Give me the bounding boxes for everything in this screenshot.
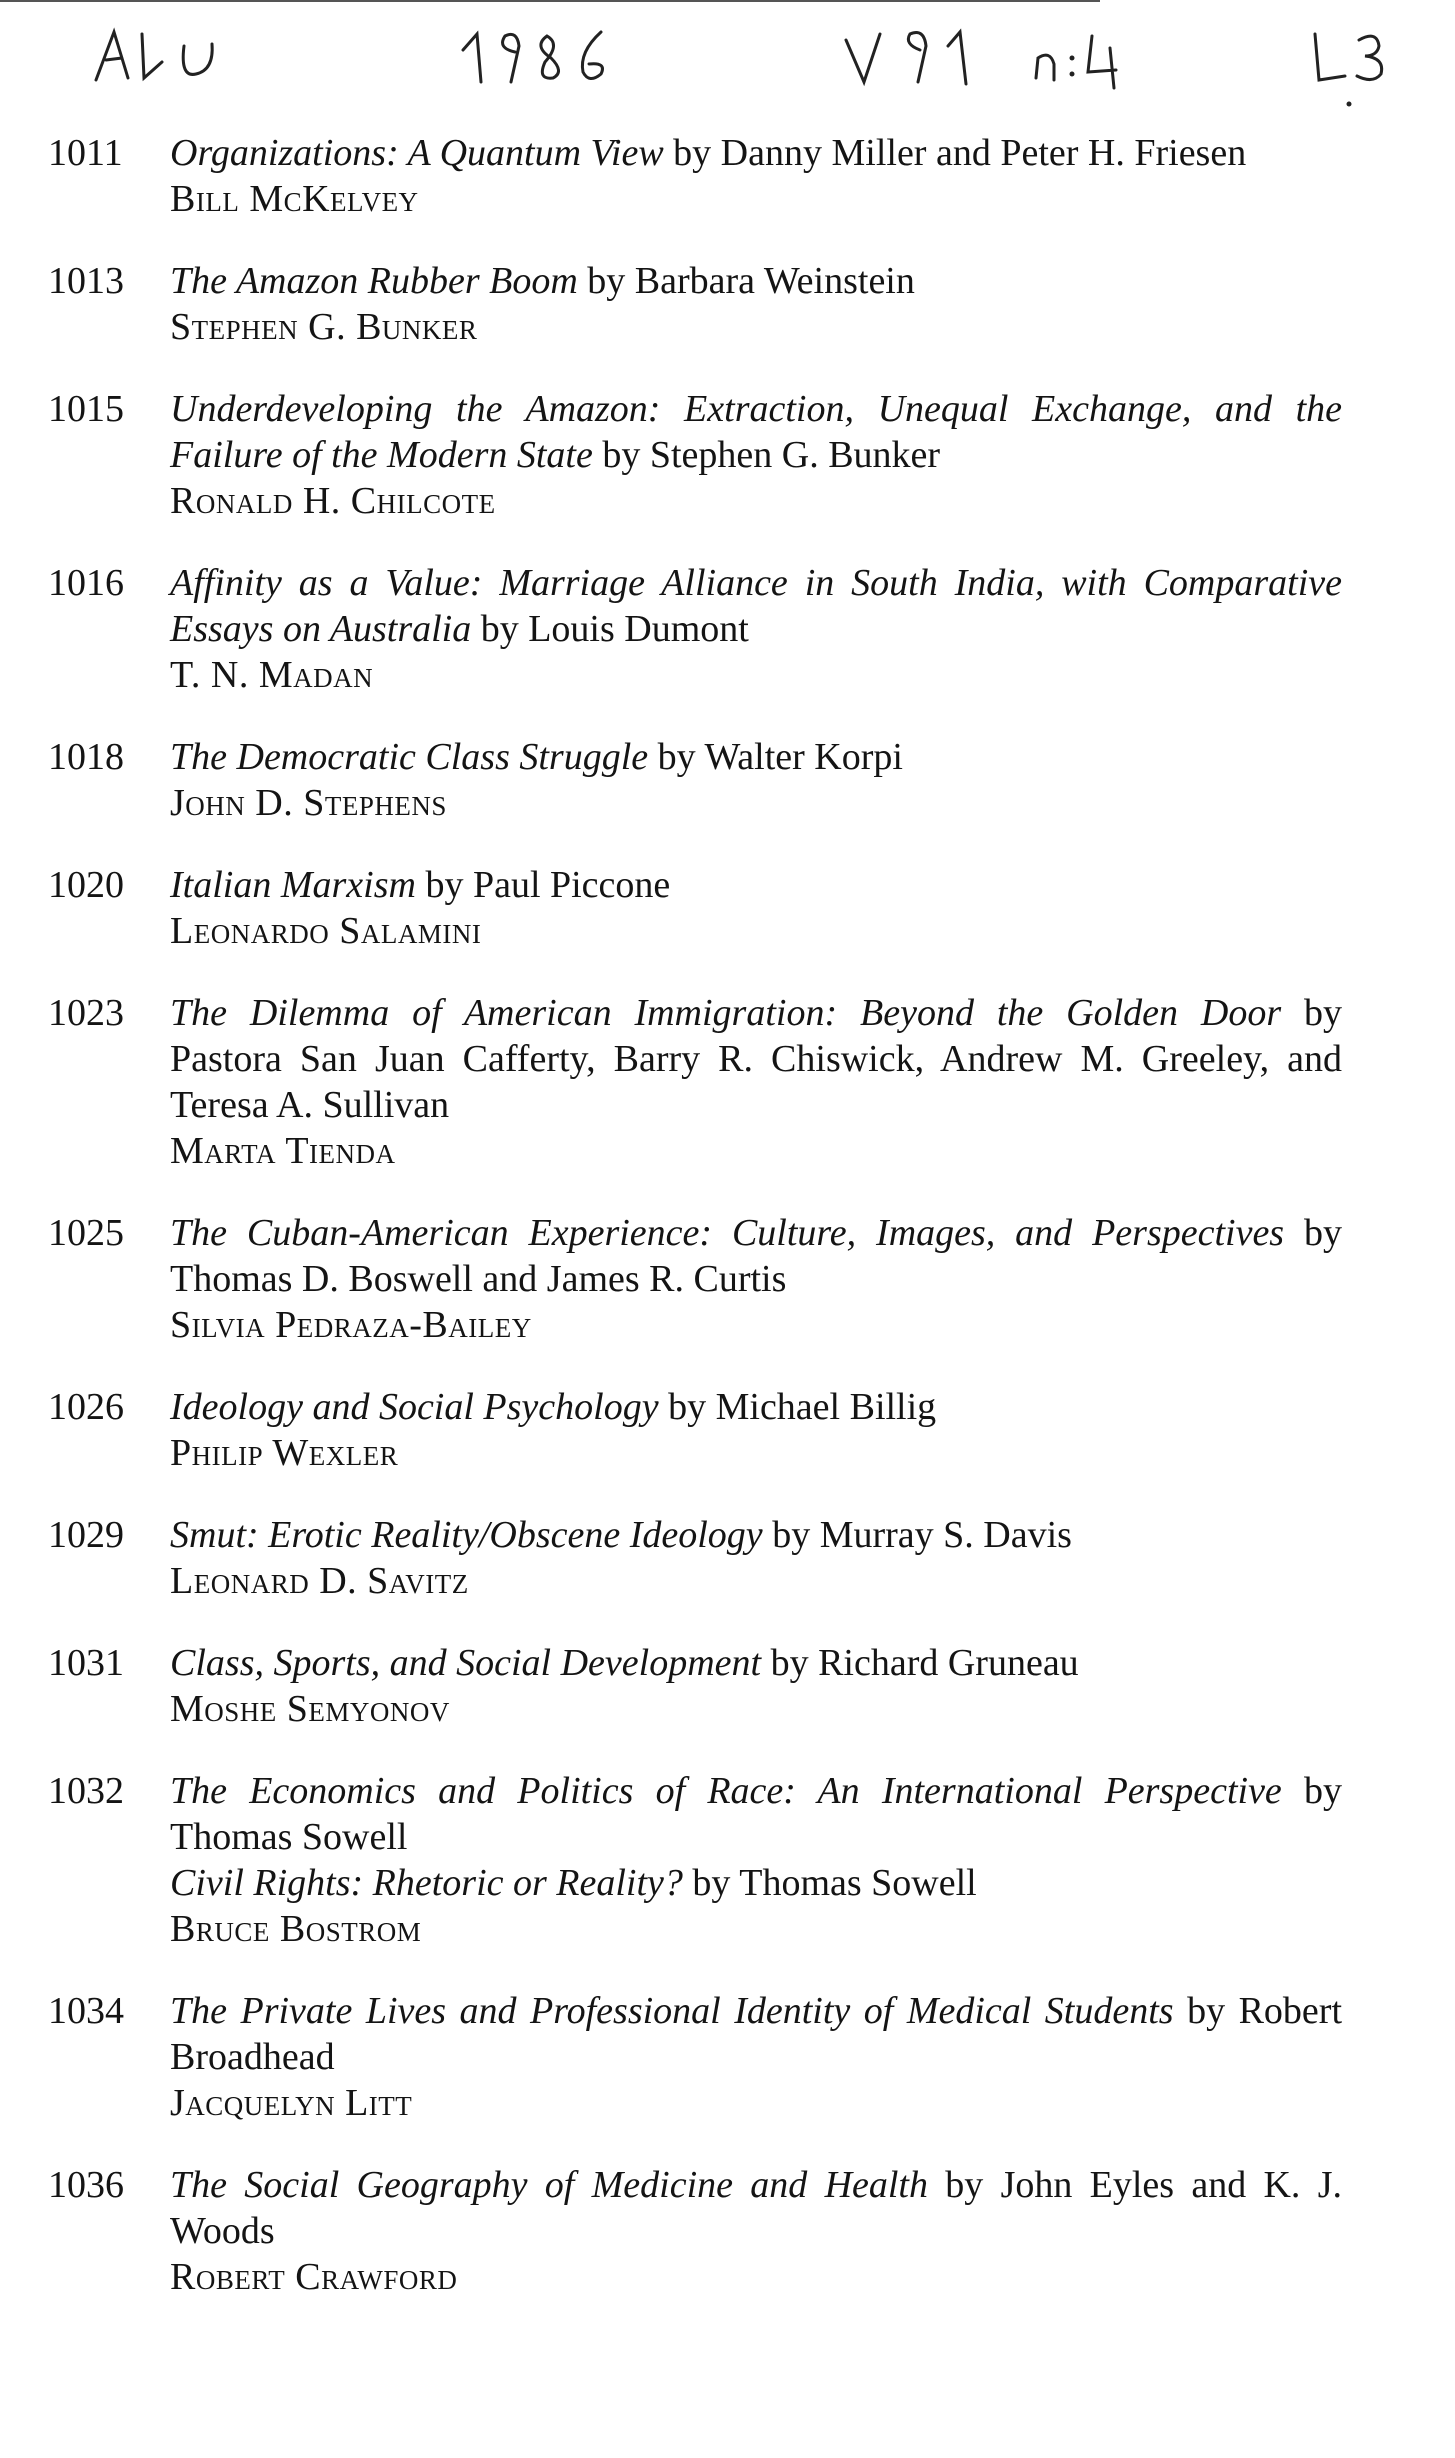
entry-body: [170, 2162, 1342, 2300]
page-number: 1026: [48, 1386, 124, 1428]
review-entry: [0, 1512, 1455, 1604]
book-authors: by Thomas Sowell: [170, 1770, 1343, 1858]
book-citation: [170, 258, 1342, 304]
book-citation: [170, 1988, 1342, 2080]
entry-body: [170, 386, 1342, 524]
book-citation: [170, 2162, 1342, 2254]
book-citation: [170, 1860, 1342, 1906]
entry-body: [170, 734, 1342, 826]
handwritten-annotation-3: [840, 22, 1010, 102]
reviewer-name: T. N. Madan: [170, 654, 374, 696]
review-entry: [0, 1768, 1455, 1952]
book-title: Organizations: A Quantum View: [170, 132, 664, 174]
book-authors: by Pastora San Juan Cafferty, Barry R. Chiswick, Andrew M. Greeley, and Teresa A. Sullivan: [170, 992, 1343, 1126]
review-entry: [0, 1210, 1455, 1348]
page-number: 1018: [48, 736, 124, 778]
page-number: 1032: [48, 1770, 124, 1812]
book-title: The Economics and Politics of Race: An International Perspective: [170, 1770, 1282, 1812]
book-authors: by Murray S. Davis: [762, 1514, 1072, 1556]
book-title: The Cuban-American Experience: Culture, Images, and Perspectives: [170, 1212, 1285, 1254]
reviewer-name: Stephen G. Bunker: [170, 306, 478, 348]
review-entry: [0, 1988, 1455, 2126]
page-number: 1016: [48, 562, 124, 604]
review-list: [0, 130, 1455, 2300]
entry-body: [170, 862, 1342, 954]
top-edge-rule: [0, 0, 1100, 2]
review-entry: [0, 258, 1455, 350]
book-citation: [170, 1512, 1342, 1558]
review-entry: [0, 386, 1455, 524]
page-number: 1023: [48, 992, 124, 1034]
book-citation: [170, 560, 1342, 652]
page-number: 1015: [48, 388, 124, 430]
book-title: The Dilemma of American Immigration: Beyond the Golden Door: [170, 992, 1282, 1034]
review-entry: [0, 560, 1455, 698]
book-citation: [170, 1384, 1342, 1430]
page-number: 1029: [48, 1514, 124, 1556]
book-citation: [170, 386, 1342, 478]
book-title: Smut: Erotic Reality/Obscene Ideology: [170, 1514, 763, 1556]
book-authors: by Paul Piccone: [415, 864, 671, 906]
book-authors: by Barbara Weinstein: [577, 260, 915, 302]
entry-body: [170, 1640, 1342, 1732]
book-authors: by Louis Dumont: [471, 608, 749, 650]
reviewer-name: Leonardo Salamini: [170, 910, 482, 952]
book-citation: [170, 130, 1342, 176]
reviewer-name: Moshe Semyonov: [170, 1688, 450, 1730]
book-authors: by Richard Gruneau: [761, 1642, 1079, 1684]
book-title: Class, Sports, and Social Development: [170, 1642, 762, 1684]
reviewer-name: Silvia Pedraza-Bailey: [170, 1304, 532, 1346]
book-citation: [170, 734, 1342, 780]
book-title: Italian Marxism: [170, 864, 416, 906]
reviewer-name: Leonard D. Savitz: [170, 1560, 469, 1602]
review-entry: [0, 130, 1455, 222]
page-number: 1036: [48, 2164, 124, 2206]
handwritten-annotation-1: [88, 22, 238, 102]
page-number: 1020: [48, 864, 124, 906]
page-number: 1031: [48, 1642, 124, 1684]
book-citation: [170, 1210, 1342, 1302]
book-authors: by Stephen G. Bunker: [592, 434, 941, 476]
reviewer-name: Ronald H. Chilcote: [170, 480, 496, 522]
page-number: 1011: [48, 132, 123, 174]
book-authors: by Thomas Sowell: [682, 1862, 977, 1904]
handwritten-annotation-5: [1305, 22, 1425, 102]
reviewer-name: John D. Stephens: [170, 782, 447, 824]
book-authors: by John Eyles and K. J. Woods: [170, 2164, 1343, 2252]
entry-body: [170, 1384, 1342, 1476]
review-entry: [0, 862, 1455, 954]
book-title: Civil Rights: Rhetoric or Reality?: [170, 1862, 683, 1904]
book-citation: [170, 862, 1342, 908]
review-entry: [0, 1640, 1455, 1732]
entry-body: [170, 1512, 1342, 1604]
page-number: 1034: [48, 1990, 124, 2032]
reviewer-name: Marta Tienda: [170, 1130, 396, 1172]
book-title: Ideology and Social Psychology: [170, 1386, 659, 1428]
page-number: 1025: [48, 1212, 124, 1254]
book-authors: by Thomas D. Boswell and James R. Curtis: [170, 1212, 1342, 1300]
handwritten-annotation-2: [455, 22, 625, 102]
book-authors: by Michael Billig: [658, 1386, 937, 1428]
book-authors: by Danny Miller and Peter H. Friesen: [663, 132, 1247, 174]
reviewer-name: Robert Crawford: [170, 2256, 458, 2298]
book-citation: [170, 990, 1342, 1128]
reviewer-name: Philip Wexler: [170, 1432, 399, 1474]
entry-body: [170, 1768, 1342, 1952]
review-entry: [0, 990, 1455, 1174]
review-entry: [0, 734, 1455, 826]
book-title: The Social Geography of Medicine and Health: [170, 2164, 928, 2206]
reviewer-name: Bruce Bostrom: [170, 1908, 422, 1950]
book-authors: by Robert Broadhead: [170, 1990, 1342, 2078]
book-authors: by Walter Korpi: [648, 736, 903, 778]
entry-body: [170, 130, 1342, 222]
book-citation: [170, 1768, 1342, 1860]
reviewer-name: Bill McKelvey: [170, 178, 419, 220]
book-citation: [170, 1640, 1342, 1686]
book-title: The Amazon Rubber Boom: [170, 260, 578, 302]
book-title: Underdeveloping the Amazon: Extraction, Unequal Exchange, and the Failure of the Modern State: [170, 388, 1342, 476]
entry-body: [170, 1988, 1342, 2126]
page-number: 1013: [48, 260, 124, 302]
entry-body: [170, 990, 1342, 1174]
handwritten-annotation-4: [1030, 22, 1180, 102]
book-title: The Democratic Class Struggle: [170, 736, 649, 778]
entry-body: [170, 258, 1342, 350]
book-title: Affinity as a Value: Marriage Alliance in South India, with Comparative Essays on Australia: [170, 562, 1342, 650]
reviewer-name: Jacquelyn Litt: [170, 2082, 413, 2124]
entry-body: [170, 560, 1342, 698]
entry-body: [170, 1210, 1342, 1348]
review-entry: [0, 1384, 1455, 1476]
review-entry: [0, 2162, 1455, 2300]
book-title: The Private Lives and Professional Identity of Medical Students: [170, 1990, 1174, 2032]
